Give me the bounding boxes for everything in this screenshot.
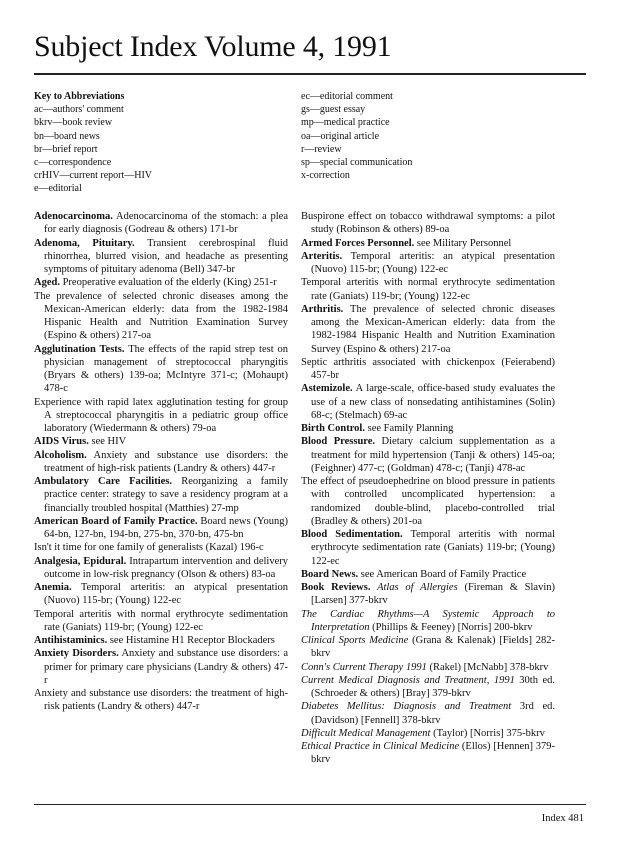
bottom-rule — [34, 804, 586, 805]
index-entry-text: Anxiety and substance use disorders: the treatment of high-risk patients (Landry & others) 447-r — [44, 449, 288, 474]
index-entry — [301, 237, 555, 250]
abbreviation-item: e—editorial — [34, 183, 82, 195]
index-entry-text: Intrapartum intervention and delivery outcome in low-risk pregnancy (Olson & others) 83-oa — [44, 555, 288, 580]
index-entry-text: Isn't it time for one family of generalists (Kazal) 196-c — [34, 542, 264, 554]
index-heading: Antihistaminics. — [34, 635, 108, 646]
index-entry — [301, 634, 555, 661]
index-heading: Analgesia, Epidural. — [34, 555, 127, 567]
index-entry — [301, 740, 555, 767]
book-title: Ethical Practice in Clinical Medicine — [301, 741, 460, 752]
index-entry — [34, 608, 288, 635]
index-entry — [34, 449, 288, 476]
index-entry-text: Adenocarcinoma of the stomach: a plea for early diagnosis (Godreau & others) 171-br — [44, 211, 288, 236]
abbreviation-key-left — [34, 90, 294, 196]
index-entry — [34, 634, 288, 647]
index-heading: Ambulatory Care Facilities. — [34, 476, 173, 487]
index-entry — [34, 515, 288, 542]
index-entry — [301, 435, 555, 475]
abbreviation-key-heading: Key to Abbreviations — [34, 91, 125, 102]
index-entry-text: see American Board of Family Practice — [358, 568, 527, 580]
index-entry-text: Temporal arteritis with normal erythrocyte sedimentation rate (Ganiats) 119-br; (Young) 122-ec — [301, 277, 555, 302]
book-title: Current Medical Diagnosis and Treatment, 1991 — [301, 674, 515, 686]
index-entry — [34, 475, 288, 515]
index-entry — [301, 475, 555, 528]
index-entry-text: (Grana & Kalenak) [Fields] 282-bkrv — [311, 635, 555, 660]
index-entry-text: Temporal arteritis with normal erythrocyte sedimentation rate (Ganiats) 119-br; (Young) 122-ec — [34, 608, 288, 633]
index-heading: Birth Control. — [301, 423, 365, 434]
index-entry-text: 30th ed. (Schroeder & others) [Bray] 379-bkrv — [311, 674, 555, 699]
index-entry-text: Temporal arteritis with normal erythrocyte sedimentation rate (Ganiats) 119-br; (Young) 122-ec — [311, 529, 555, 567]
index-heading: Aged. — [34, 277, 60, 289]
index-heading: Agglutination Tests. — [34, 343, 125, 355]
index-entry — [34, 647, 288, 687]
index-entry — [301, 382, 555, 422]
index-entry — [301, 276, 555, 303]
index-entry-text: see Military Personnel — [414, 237, 512, 249]
index-entry-text: Anxiety and substance use disorders: the treatment of high-risk patients (Landry & others) 447-r — [34, 688, 288, 713]
index-entry — [301, 422, 555, 435]
index-entry — [34, 343, 288, 396]
index-entry — [34, 541, 288, 554]
index-entry-text: (Phillips & Feeney) [Norris] 200-bkrv — [369, 621, 533, 633]
index-entry — [34, 687, 288, 714]
index-entry — [34, 237, 288, 277]
index-entry — [301, 700, 555, 727]
index-heading: Anxiety Disorders. — [34, 648, 119, 660]
index-entry — [301, 581, 555, 608]
index-entry-text: (Taylor) [Norris] 375-bkrv — [430, 727, 545, 739]
index-entry-text: Board news (Young) 64-bn, 127-bn, 194-bn, 275-bn, 370-bn, 475-bn — [44, 515, 288, 540]
index-heading: Arthritis. — [301, 303, 344, 315]
index-entry — [301, 528, 555, 568]
index-entry-text: The prevalence of selected chronic diseases among the Mexican-American elderly: data from the 1982-1984 Hispanic Health and Nutrition Examination Survey (Espino & others) 217-oa — [34, 290, 288, 342]
abbreviation-item: oa—original article — [301, 130, 380, 142]
index-entry — [301, 250, 555, 277]
abbreviation-item: r—review — [301, 143, 342, 155]
abbreviation-item: bn—board news — [34, 130, 100, 142]
index-entry — [301, 568, 555, 581]
index-entry-text: Temporal arteritis: an atypical presentation (Nuovo) 115-br; (Young) 122-ec — [311, 250, 555, 275]
index-heading: Blood Sedimentation. — [301, 529, 403, 540]
abbreviation-item: crHIV—current report—HIV — [34, 170, 153, 182]
page-footer: Index 481 — [541, 813, 584, 824]
index-entry — [301, 674, 555, 701]
index-column-left — [34, 210, 288, 714]
index-entry-text: (Fireman & Slavin) [Larsen] 377-bkrv — [311, 582, 555, 607]
index-heading: Astemizole. — [301, 383, 353, 395]
index-entry — [301, 303, 555, 356]
index-entry-text: Anxiety and substance use disorders: a primer for primary care physicians (Landry & others) 47-r — [44, 648, 288, 686]
index-entry-text: see Family Planning — [364, 423, 454, 434]
index-heading: Book Reviews. — [301, 582, 371, 593]
index-heading: Adenoma, Pituitary. — [34, 237, 135, 249]
index-entry-text: The effects of the rapid strep test on physician management of streptococcal pharyngitis (Bryars & others) 139-oa; McIntyre 371-c; (Mohaupt) 478-c — [44, 343, 288, 395]
index-entry-text: Experience with rapid latex agglutination testing for group A streptococcal pharyngitis in a pediatric group office laboratory (Wiedermann & others) 79-oa — [34, 396, 288, 434]
index-entry-text: The prevalence of selected chronic diseases among the Mexican-American elderly: data from the 1982-1984 Hispanic Health and Nutrition Examination Survey (Espino & others) 217-oa — [311, 303, 555, 355]
index-entry — [301, 727, 555, 740]
index-entry — [34, 581, 288, 608]
index-entry — [34, 290, 288, 343]
index-heading: Board News. — [301, 568, 359, 580]
abbreviation-item: sp—special communication — [301, 157, 413, 169]
index-entry — [301, 210, 555, 237]
abbreviation-item: br—brief report — [34, 143, 98, 155]
abbreviation-item: mp—medical practice — [301, 117, 390, 129]
book-title: Diabetes Mellitus: Diagnosis and Treatment — [301, 701, 512, 713]
book-title: Conn's Current Therapy 1991 — [301, 661, 427, 673]
index-entry — [301, 608, 555, 635]
index-heading: AIDS Virus. — [34, 436, 89, 448]
book-title: Difficult Medical Management — [301, 727, 431, 739]
index-entry — [301, 356, 555, 383]
index-heading: Armed Forces Personnel. — [301, 237, 415, 249]
abbreviation-item: gs—guest essay — [301, 104, 366, 116]
index-entry-text: (Rakel) [McNabb] 378-bkrv — [426, 661, 549, 673]
index-entry-text: Septic arthritis associated with chickenpox (Feierabend) 457-br — [301, 356, 555, 381]
abbreviation-item: c—correspondence — [34, 157, 112, 169]
index-entry-text: 3rd ed. (Davidson) [Fennell] 378-bkrv — [311, 701, 555, 726]
index-entry-text: (Ellos) [Hennen] 379-bkrv — [311, 741, 555, 766]
index-entry-text: Temporal arteritis: an atypical presentation (Nuovo) 115-br; (Young) 122-ec — [44, 582, 288, 607]
page-title: Subject Index Volume 4, 1991 — [34, 30, 392, 63]
top-rule — [34, 73, 586, 75]
abbreviation-item: x-correction — [301, 170, 350, 182]
index-column-right — [301, 210, 555, 767]
index-entry-text: Dietary calcium supplementation as a treatment for mild hypertension (Tanji & others) 145-oa; (Feighner) 477-c; (Goldman) 478-c; (Tanji) 478-ac — [311, 436, 555, 474]
index-entry — [34, 396, 288, 436]
book-title: The Cardiac Rhythms—A Systemic Approach to Interpretation — [301, 608, 555, 633]
index-heading: Anemia. — [34, 582, 72, 593]
index-entry — [34, 276, 288, 289]
index-entry — [34, 210, 288, 237]
book-title: Atlas of Allergies — [370, 582, 458, 593]
index-entry-text: A large-scale, office-based study evaluates the use of a new class of nonsedating antihistamines (Solin) 68-c; (Stelmach) 69-ac — [311, 383, 555, 421]
index-entry-text: Transient cerebrospinal fluid rhinorrhea, blurred vision, and headache as presenting symptoms of pituitary adenoma (Bell) 347-br — [44, 237, 288, 275]
index-heading: Arteritis. — [301, 250, 343, 262]
index-entry-text: Preoperative evaluation of the elderly (King) 251-r — [59, 277, 277, 289]
abbreviation-item: ec—editorial comment — [301, 91, 393, 102]
abbreviation-item: bkrv—book review — [34, 117, 113, 129]
abbreviation-item: ac—authors' comment — [34, 104, 124, 116]
index-entry — [34, 435, 288, 448]
index-entry — [34, 555, 288, 582]
index-entry-text: Reorganizing a family practice center: strategy to save a residency program at a financially troubled hospital (Matthies) 27-mp — [44, 476, 288, 514]
index-heading: Alcoholism. — [34, 449, 87, 461]
index-entry-text: see HIV — [88, 436, 127, 448]
index-entry-text: Buspirone effect on tobacco withdrawal symptoms: a pilot study (Robinson & others) 89-oa — [301, 211, 555, 236]
abbreviation-key-right — [301, 90, 571, 182]
index-entry-text: The effect of pseudoephedrine on blood pressure in patients with controlled uncomplicated hypertension: a randomized double-blind, placebo-controlled trial (Bradley & others) 201-oa — [301, 476, 555, 527]
index-entry — [301, 661, 555, 674]
index-heading: American Board of Family Practice. — [34, 515, 198, 527]
book-title: Clinical Sports Medicine — [301, 635, 409, 646]
index-heading: Adenocarcinoma. — [34, 211, 113, 222]
index-heading: Blood Pressure. — [301, 436, 376, 448]
index-entry-text: see Histamine H1 Receptor Blockaders — [107, 635, 275, 646]
